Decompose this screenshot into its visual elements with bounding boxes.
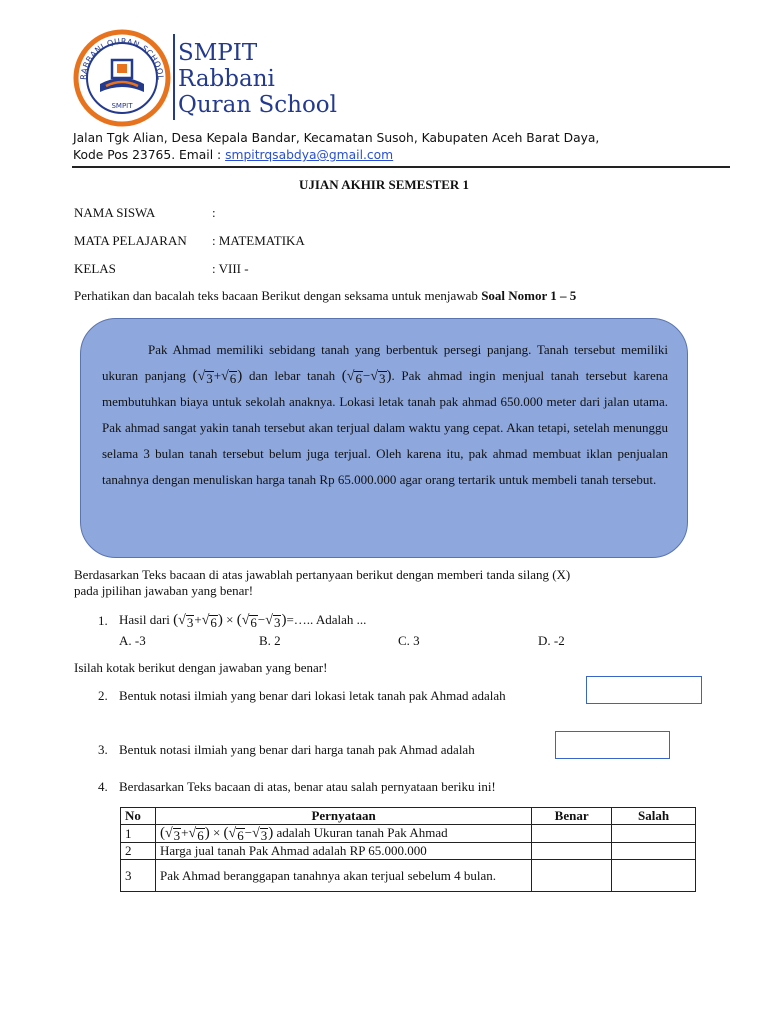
section1-line1: Berdasarkan Teks bacaan di atas jawablah pertanyaan berikut dengan memberi tanda silang (X) xyxy=(74,567,571,582)
q2-answer-box[interactable] xyxy=(586,676,702,704)
logo-divider xyxy=(173,34,175,120)
kelas-value: : VIII - xyxy=(212,261,249,276)
row2-benar-cell[interactable] xyxy=(532,843,612,860)
sqrt-sign-icon: √ xyxy=(201,613,210,628)
math-symbol: 3 xyxy=(186,615,194,630)
address-prefix: Kode Pos 23765. Email : xyxy=(73,148,226,162)
option-d[interactable]: D. -2 xyxy=(538,633,565,648)
table-row xyxy=(121,843,696,860)
expr-length xyxy=(192,368,243,386)
school-address xyxy=(73,130,599,164)
row3-benar-cell[interactable] xyxy=(532,860,612,892)
school-logo xyxy=(70,26,174,130)
math-symbol: − xyxy=(257,612,266,627)
header-pernyataan: Pernyataan xyxy=(155,808,531,825)
reading-p2: dan lebar tanah xyxy=(248,368,336,383)
table-row xyxy=(121,860,696,892)
sqrt-sign-icon: √ xyxy=(221,369,229,384)
sqrt-sign-icon: √ xyxy=(370,369,379,384)
math-symbol: 6 xyxy=(210,615,217,630)
math-symbol: 3 xyxy=(273,615,281,630)
sqrt-expression xyxy=(229,827,245,842)
instruction-text: Perhatikan dan bacalah teks bacaan Berikut dengan seksama untuk menjawab xyxy=(74,288,482,303)
math-symbol: ( xyxy=(341,368,347,384)
math-symbol: 3 xyxy=(173,828,181,843)
sqrt-sign-icon: √ xyxy=(164,826,173,841)
mapel-value: : MATEMATIKA xyxy=(212,233,305,248)
sqrt-expression xyxy=(347,370,363,385)
row1-salah-cell[interactable] xyxy=(612,825,696,843)
kelas-label: KELAS xyxy=(74,261,116,276)
header-divider xyxy=(72,166,730,168)
option-b[interactable]: B. 2 xyxy=(259,633,281,648)
sqrt-sign-icon: √ xyxy=(188,826,197,841)
nama-value: : xyxy=(212,205,216,220)
q1-prefix: Hasil dari xyxy=(119,612,170,627)
section1-line2: pada jpilihan jawaban yang benar! xyxy=(74,583,254,598)
q2-text: Bentuk notasi ilmiah yang benar dari lokasi letak tanah pak Ahmad adalah xyxy=(119,688,506,703)
q3-answer-box[interactable] xyxy=(555,731,670,759)
sqrt-expression xyxy=(189,827,205,842)
math-symbol: × xyxy=(226,612,234,627)
q4-text: Berdasarkan Teks bacaan di atas, benar atau salah pernyataan beriku ini! xyxy=(119,779,496,794)
math-symbol: × xyxy=(212,825,221,840)
reading-text xyxy=(102,337,668,493)
math-symbol: ( xyxy=(223,825,229,841)
math-symbol: 6 xyxy=(250,615,257,630)
school-name-line1: SMPIT xyxy=(178,40,258,66)
math-symbol: ( xyxy=(236,612,242,628)
sqrt-sign-icon: √ xyxy=(197,369,206,384)
email-link[interactable]: smpitrqsabdya@gmail.com xyxy=(225,148,394,162)
header-salah: Salah xyxy=(612,808,696,825)
math-symbol: ) xyxy=(268,825,274,841)
exam-title: UJIAN AKHIR SEMESTER 1 xyxy=(298,177,470,192)
q4-number: 4. xyxy=(98,779,108,794)
sqrt-expression xyxy=(265,614,281,629)
math-symbol: ( xyxy=(159,825,165,841)
section2-instruction: Isilah kotak berikut dengan jawaban yang benar! xyxy=(74,660,328,675)
row3-statement: Pak Ahmad beranggapan tanahnya akan terjual sebelum 4 bulan. xyxy=(155,860,531,892)
math-symbol: 6 xyxy=(237,828,244,843)
school-name xyxy=(178,40,337,118)
row1-suffix: adalah Ukuran tanah Pak Ahmad xyxy=(273,825,448,840)
math-symbol: 3 xyxy=(206,371,213,386)
svg-text:SMPIT: SMPIT xyxy=(111,102,133,110)
nama-label: NAMA SISWA xyxy=(74,205,156,220)
q1-number: 1. xyxy=(98,613,108,628)
address-line1: Jalan Tgk Alian, Desa Kepala Bandar, Kecamatan Susoh, Kabupaten Aceh Barat Daya, xyxy=(73,131,600,145)
math-symbol: − xyxy=(244,825,253,840)
q3-number: 3. xyxy=(98,742,108,757)
math-symbol: 3 xyxy=(260,828,268,843)
school-name-line3: Quran School xyxy=(178,92,338,118)
school-name-line2: Rabbani xyxy=(178,66,275,92)
table-header-row xyxy=(121,808,696,825)
sqrt-sign-icon: √ xyxy=(241,613,250,628)
q1-suffix: . Adalah ... xyxy=(310,612,367,627)
math-symbol: 3 xyxy=(379,371,386,386)
math-symbol: 6 xyxy=(197,828,204,843)
sqrt-sign-icon: √ xyxy=(252,826,260,841)
row3-no: 3 xyxy=(121,860,156,892)
expr-width xyxy=(341,368,392,386)
instruction-bold: Soal Nomor 1 – 5 xyxy=(481,288,577,303)
math-symbol: ) xyxy=(386,368,392,384)
math-symbol: ( xyxy=(192,368,198,384)
q2-number: 2. xyxy=(98,688,108,703)
q1-text xyxy=(119,612,366,629)
sqrt-sign-icon: √ xyxy=(228,826,237,841)
sqrt-expression xyxy=(252,827,268,842)
row2-statement: Harga jual tanah Pak Ahmad adalah RP 65.000.000 xyxy=(155,843,531,860)
math-symbol: =…. xyxy=(286,612,311,627)
math-symbol: ) xyxy=(217,612,223,628)
math-symbol: 6 xyxy=(229,371,237,386)
sqrt-expression xyxy=(221,370,237,385)
table-row xyxy=(121,825,696,843)
sqrt-sign-icon: √ xyxy=(346,369,355,384)
sqrt-expression xyxy=(165,827,181,842)
sqrt-expression xyxy=(178,614,194,629)
reading-p1: Pak Ahmad memiliki sebidang tanah yang berbentuk persegi panjang. Tanah tersebut memiliki ukuran panjang xyxy=(102,342,668,383)
reading-instruction xyxy=(74,288,576,304)
math-symbol: ) xyxy=(204,825,210,841)
sqrt-expression xyxy=(242,614,258,629)
sqrt-expression xyxy=(202,614,218,629)
option-c[interactable]: C. 3 xyxy=(398,633,420,648)
sqrt-sign-icon: √ xyxy=(178,613,186,628)
header-benar: Benar xyxy=(532,808,612,825)
header-no: No xyxy=(121,808,156,825)
sqrt-expression xyxy=(198,370,214,385)
mapel-label: MATA PELAJARAN xyxy=(74,233,187,248)
math-symbol: ( xyxy=(173,612,179,628)
option-a[interactable]: A. -3 xyxy=(119,633,146,648)
sqrt-sign-icon: √ xyxy=(265,613,273,628)
math-symbol: + xyxy=(181,825,189,840)
math-symbol: + xyxy=(213,368,222,383)
sqrt-expression xyxy=(370,370,386,385)
row1-no: 1 xyxy=(121,825,156,843)
statement-table xyxy=(120,807,696,892)
math-symbol: 6 xyxy=(355,371,362,386)
math-symbol: ) xyxy=(237,368,243,384)
q3-text: Bentuk notasi ilmiah yang benar dari harga tanah pak Ahmad adalah xyxy=(119,742,475,757)
row2-salah-cell[interactable] xyxy=(612,843,696,860)
math-symbol: + xyxy=(194,612,202,627)
row1-statement xyxy=(155,825,531,843)
row3-salah-cell[interactable] xyxy=(612,860,696,892)
row2-no: 2 xyxy=(121,843,156,860)
svg-text:RABBANI QURAN SCHOOL: RABBANI QURAN SCHOOL xyxy=(78,36,166,81)
math-symbol: ) xyxy=(281,612,287,628)
math-symbol: − xyxy=(362,368,371,383)
reading-p3: . Pak ahmad ingin menjual tanah tersebut karena membutuhkan biaya untuk sekolah anaknya. Lokasi letak tanah pak ahmad 650.000 meter dari jalan utama. Pak ahmad sangat yakin tanah tersebut akan terjual dalam waktu yang cepat. Akan tetapi, setelah menunggu selama 3 bulan tanah tersebut belum juga terjual. Oleh karena itu, pak ahmad membuat iklan penjualan tanahnya dengan menuliskan harga tanah Rp 65.000.000 agar orang tertarik untuk membeli tanah tersebut. xyxy=(102,368,669,487)
address-line2 xyxy=(73,147,599,164)
row1-benar-cell[interactable] xyxy=(532,825,612,843)
section1-instruction xyxy=(74,567,570,599)
